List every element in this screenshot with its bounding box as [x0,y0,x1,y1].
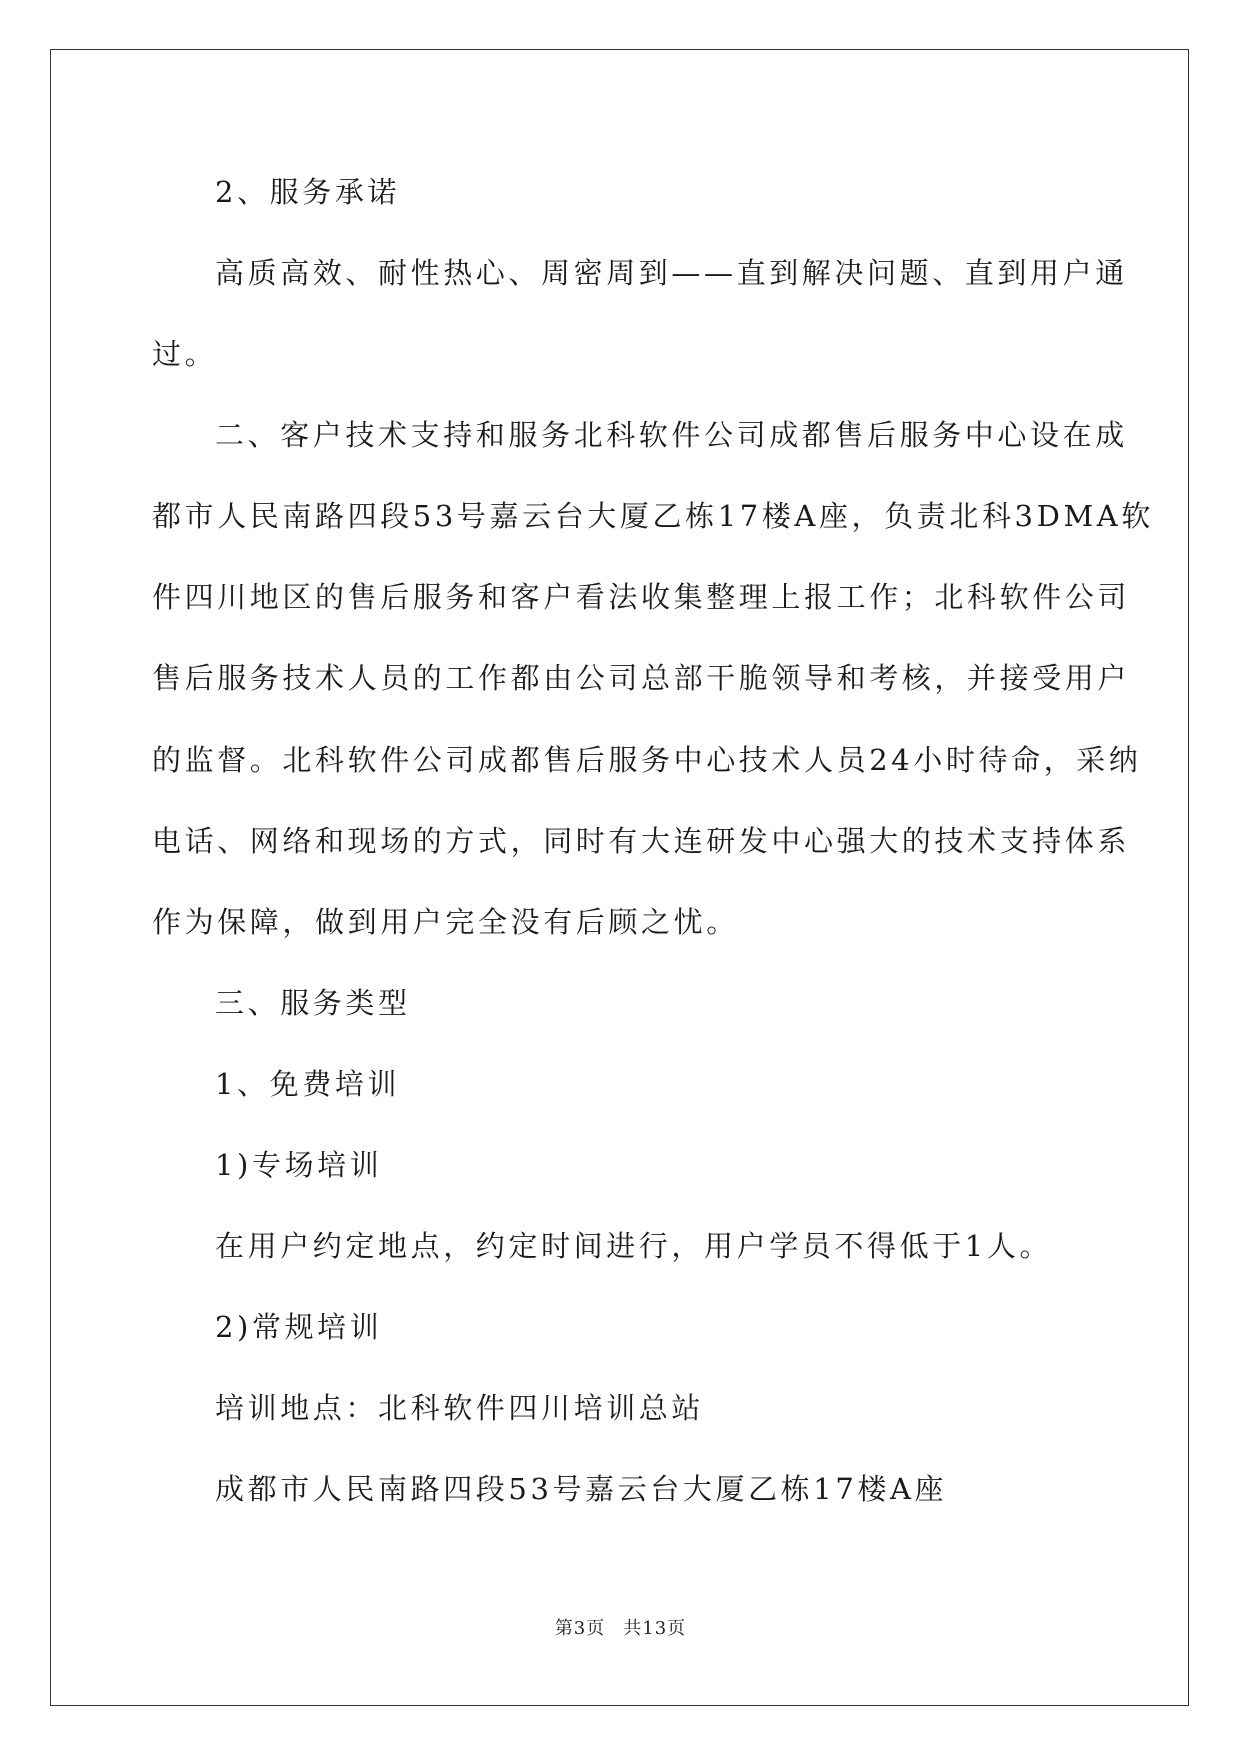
page-number: 第3页 [554,1618,606,1639]
paragraph-line: 培训地点：北科软件四川培训总站 [215,1391,705,1425]
paragraph-line: 件四川地区的售后服务和客户看法收集整理上报工作；北科软件公司 [152,580,1131,614]
paragraph-line: 二、客户技术支持和服务北科软件公司成都售后服务中心设在成 [215,418,1128,452]
paragraph-line: 作为保障，做到用户完全没有后顾之忧。 [152,905,739,939]
paragraph-line: 电话、网络和现场的方式，同时有大连研发中心强大的技术支持体系 [152,824,1131,858]
paragraph-line: 过。 [152,337,218,371]
page-border [50,49,1189,1706]
paragraph-line: 成都市人民南路四段53号嘉云台大厦乙栋17楼A座 [215,1472,948,1506]
subsection-heading: 1、免费培训 [215,1067,401,1101]
item-heading: 2)常规培训 [215,1310,383,1344]
section-heading: 2、服务承诺 [215,175,401,209]
item-heading: 1)专场培训 [215,1148,383,1182]
section-heading: 三、服务类型 [215,986,411,1020]
paragraph-line: 的监督。北科软件公司成都售后服务中心技术人员24小时待命，采纳 [152,743,1142,777]
paragraph-line: 售后服务技术人员的工作都由公司总部干脆领导和考核，并接受用户 [152,661,1131,695]
page-footer [0,1617,1241,1641]
paragraph-line: 高质高效、耐性热心、周密周到——直到解决问题、直到用户通 [215,256,1128,290]
page-total: 共13页 [623,1618,687,1639]
paragraph-line: 都市人民南路四段53号嘉云台大厦乙栋17楼A座，负责北科3DMA软 [152,499,1154,533]
paragraph-line: 在用户约定地点，约定时间进行，用户学员不得低于1人。 [215,1229,1053,1263]
